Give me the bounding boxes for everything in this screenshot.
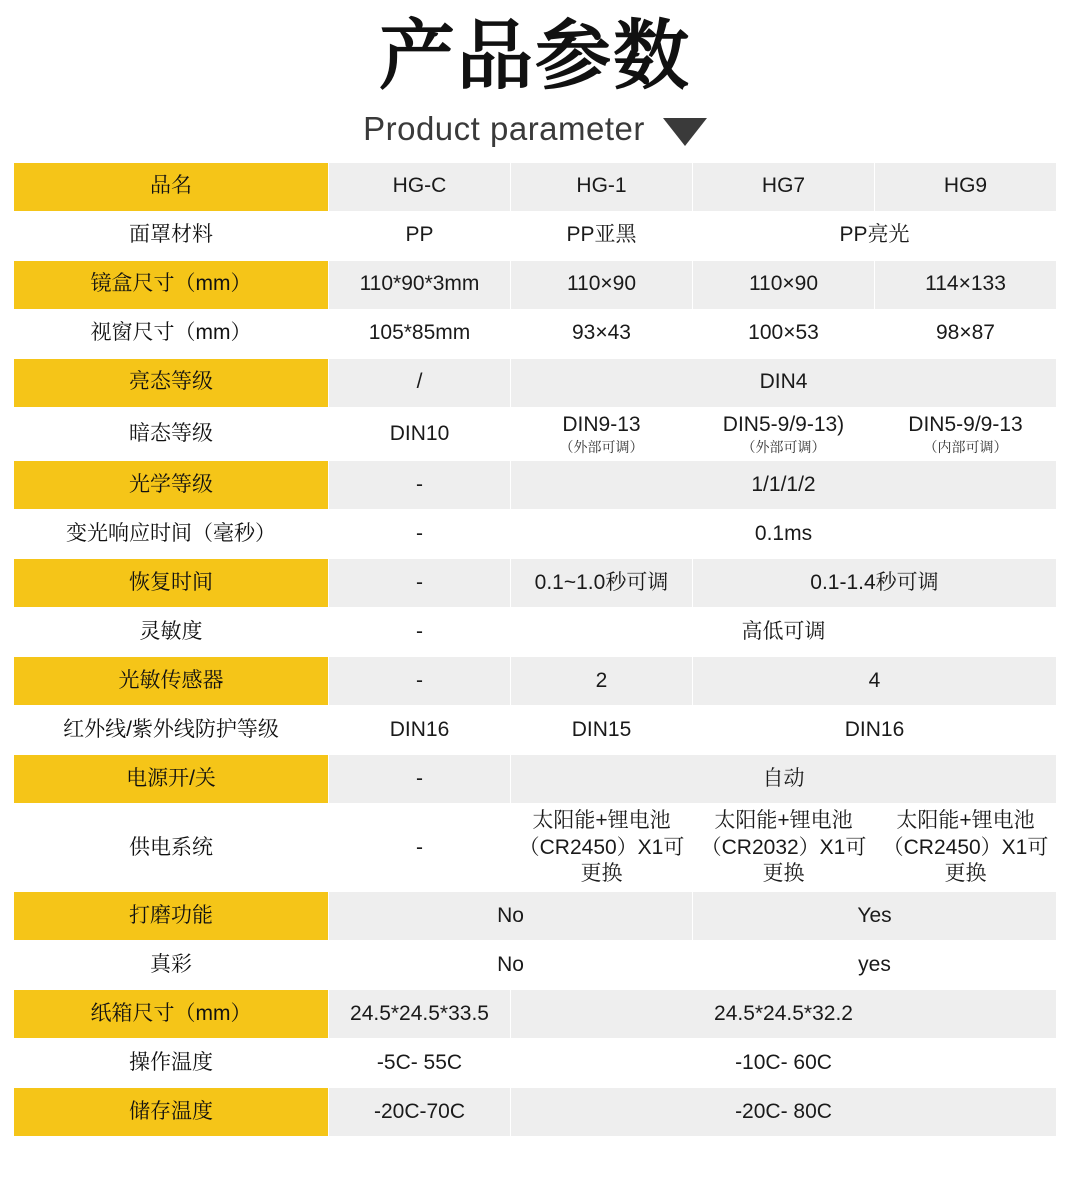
- table-cell: [329, 559, 511, 608]
- cell-text: DIN4: [759, 370, 808, 394]
- cell-text: PP亮光: [839, 223, 910, 247]
- table-row: [14, 1088, 1057, 1137]
- cell-text: -20C-70C: [373, 1099, 466, 1123]
- table-row: [14, 804, 1057, 892]
- table-row: [14, 211, 1057, 260]
- table-cell: [693, 559, 1057, 608]
- cell-text: PP: [405, 223, 434, 247]
- row-label: 电源开/关: [14, 755, 329, 804]
- cell-text: 110×90: [566, 272, 637, 296]
- table-cell: [511, 358, 1057, 407]
- table-cell: [329, 407, 511, 461]
- cell-text: 0.1ms: [754, 522, 813, 546]
- cell-text: -: [416, 620, 423, 644]
- table-cell: [511, 559, 693, 608]
- table-cell: [511, 755, 1057, 804]
- table-cell: [329, 608, 511, 657]
- cell-text: 自动: [762, 767, 805, 791]
- cell-subtext: （外部可调）: [559, 438, 644, 455]
- page-subtitle: Product parameter: [363, 109, 645, 147]
- cell-text: HG-1: [576, 174, 627, 198]
- table-cell: [875, 260, 1057, 309]
- table-cell: [329, 358, 511, 407]
- cell-text: 100×53: [748, 321, 819, 345]
- cell-text: -: [416, 767, 423, 791]
- row-label: 面罩材料: [14, 211, 329, 260]
- table-cell: [329, 706, 511, 755]
- table-cell: [329, 804, 511, 892]
- cell-text: 2: [595, 669, 608, 693]
- page-title: 产品参数: [379, 11, 691, 100]
- cell-text: 98×87: [936, 321, 995, 345]
- table-row: [14, 1039, 1057, 1088]
- cell-text: 0.1-1.4秒可调: [810, 571, 939, 595]
- table-cell: [693, 706, 1057, 755]
- table-cell: [511, 1039, 1057, 1088]
- table-cell: [329, 461, 511, 510]
- cell-text: yes: [858, 952, 891, 976]
- table-row: [14, 407, 1057, 461]
- cell-text: PP亚黑: [566, 223, 637, 247]
- table-row: [14, 941, 1057, 990]
- row-label: 纸箱尺寸（mm）: [14, 990, 329, 1039]
- table-cell: [329, 892, 693, 941]
- row-label: 储存温度: [14, 1088, 329, 1137]
- table-cell: [511, 407, 693, 461]
- table-cell: [693, 211, 1057, 260]
- row-label: 视窗尺寸（mm）: [14, 309, 329, 358]
- cell-text: No: [497, 952, 524, 976]
- table-cell: [511, 657, 693, 706]
- table-cell: [329, 1039, 511, 1088]
- cell-text: 93×43: [572, 321, 631, 345]
- table-cell: [511, 1088, 1057, 1137]
- table-cell: [511, 706, 693, 755]
- cell-text: 114×133: [925, 272, 1006, 296]
- table-cell: [693, 162, 875, 211]
- cell-text: -: [416, 835, 423, 859]
- table-cell: [511, 510, 1057, 559]
- cell-text: DIN10: [389, 421, 450, 445]
- table-cell: [693, 892, 1057, 941]
- cell-text: -10C- 60C: [735, 1050, 832, 1074]
- cell-text: 0.1~1.0秒可调: [534, 571, 669, 595]
- row-label: 暗态等级: [14, 407, 329, 461]
- spec-table: [13, 162, 1057, 1138]
- table-row: [14, 461, 1057, 510]
- cell-text: DIN9-13: [562, 412, 641, 436]
- table-cell: [511, 309, 693, 358]
- table-row: [14, 162, 1057, 211]
- cell-text: -5C- 55C: [376, 1050, 463, 1074]
- table-cell: [329, 1088, 511, 1137]
- table-cell: [875, 309, 1057, 358]
- row-label: 供电系统: [14, 804, 329, 892]
- cell-text: 高低可调: [741, 620, 826, 644]
- table-cell: [329, 510, 511, 559]
- cell-line-2: （CR2032）X1可更换: [700, 835, 867, 885]
- cell-line-1: 太阳能+锂电池: [896, 809, 1035, 833]
- table-cell: [329, 260, 511, 309]
- table-cell: [693, 657, 1057, 706]
- table-cell: [329, 309, 511, 358]
- row-label: 亮态等级: [14, 358, 329, 407]
- table-cell: [875, 162, 1057, 211]
- cell-text: HG9: [943, 174, 988, 198]
- cell-text: DIN5-9/9-13: [908, 412, 1023, 436]
- page-header: [0, 0, 1070, 148]
- table-row: [14, 309, 1057, 358]
- cell-text: /: [416, 370, 423, 394]
- cell-text: DIN16: [389, 718, 450, 742]
- table-cell: [693, 309, 875, 358]
- subtitle-row: [0, 110, 1070, 148]
- cell-text: HG7: [761, 174, 806, 198]
- cell-text: No: [497, 903, 524, 927]
- table-cell: [329, 941, 693, 990]
- table-row: [14, 358, 1057, 407]
- cell-text: 110*90*3mm: [359, 272, 480, 296]
- cell-text: -: [416, 473, 423, 497]
- cell-text: 105*85mm: [368, 321, 471, 345]
- cell-text: DIN15: [571, 718, 632, 742]
- table-cell: [511, 990, 1057, 1039]
- cell-text: 110×90: [748, 272, 819, 296]
- row-label: 品名: [14, 162, 329, 211]
- cell-text: -: [416, 571, 423, 595]
- cell-line-1: 太阳能+锂电池: [714, 809, 853, 833]
- cell-line-2: （CR2450）X1可更换: [882, 835, 1049, 885]
- table-row: [14, 608, 1057, 657]
- table-row: [14, 706, 1057, 755]
- table-row: [14, 990, 1057, 1039]
- triangle-down-icon: [663, 118, 707, 146]
- cell-subtext: （外部可调）: [741, 438, 826, 455]
- cell-text: -: [416, 522, 423, 546]
- row-label: 真彩: [14, 941, 329, 990]
- cell-text: -: [416, 669, 423, 693]
- cell-text: 24.5*24.5*32.2: [714, 1001, 853, 1025]
- table-cell: [511, 162, 693, 211]
- cell-text: -20C- 80C: [735, 1099, 832, 1123]
- row-label: 镜盒尺寸（mm）: [14, 260, 329, 309]
- row-label: 恢复时间: [14, 559, 329, 608]
- row-label: 光学等级: [14, 461, 329, 510]
- row-label: 灵敏度: [14, 608, 329, 657]
- table-row: [14, 657, 1057, 706]
- row-label: 打磨功能: [14, 892, 329, 941]
- table-row: [14, 559, 1057, 608]
- table-cell: [329, 211, 511, 260]
- cell-line-2: （CR2450）X1可更换: [518, 835, 685, 885]
- table-cell: [875, 407, 1057, 461]
- table-cell: [693, 260, 875, 309]
- cell-line-1: 太阳能+锂电池: [532, 809, 671, 833]
- table-cell: [329, 162, 511, 211]
- table-row: [14, 260, 1057, 309]
- table-cell: [693, 941, 1057, 990]
- cell-subtext: （内部可调）: [923, 438, 1008, 455]
- cell-text: 24.5*24.5*33.5: [350, 1001, 489, 1025]
- cell-text: HG-C: [392, 174, 447, 198]
- row-label: 变光响应时间（毫秒）: [14, 510, 329, 559]
- table-cell: [511, 211, 693, 260]
- row-label: 光敏传感器: [14, 657, 329, 706]
- table-cell: [875, 804, 1057, 892]
- table-row: [14, 510, 1057, 559]
- table-row: [14, 892, 1057, 941]
- table-cell: [511, 260, 693, 309]
- table-cell: [693, 407, 875, 461]
- cell-text: DIN5-9/9-13): [722, 412, 845, 436]
- table-cell: [329, 990, 511, 1039]
- table-cell: [511, 804, 693, 892]
- table-cell: [511, 608, 1057, 657]
- cell-text: Yes: [857, 903, 892, 927]
- row-label: 红外线/紫外线防护等级: [14, 706, 329, 755]
- cell-text: 4: [868, 669, 881, 693]
- table-cell: [693, 804, 875, 892]
- cell-text: DIN16: [844, 718, 905, 742]
- table-row: [14, 755, 1057, 804]
- table-cell: [329, 657, 511, 706]
- cell-text: 1/1/1/2: [751, 473, 816, 497]
- table-cell: [329, 755, 511, 804]
- row-label: 操作温度: [14, 1039, 329, 1088]
- table-cell: [511, 461, 1057, 510]
